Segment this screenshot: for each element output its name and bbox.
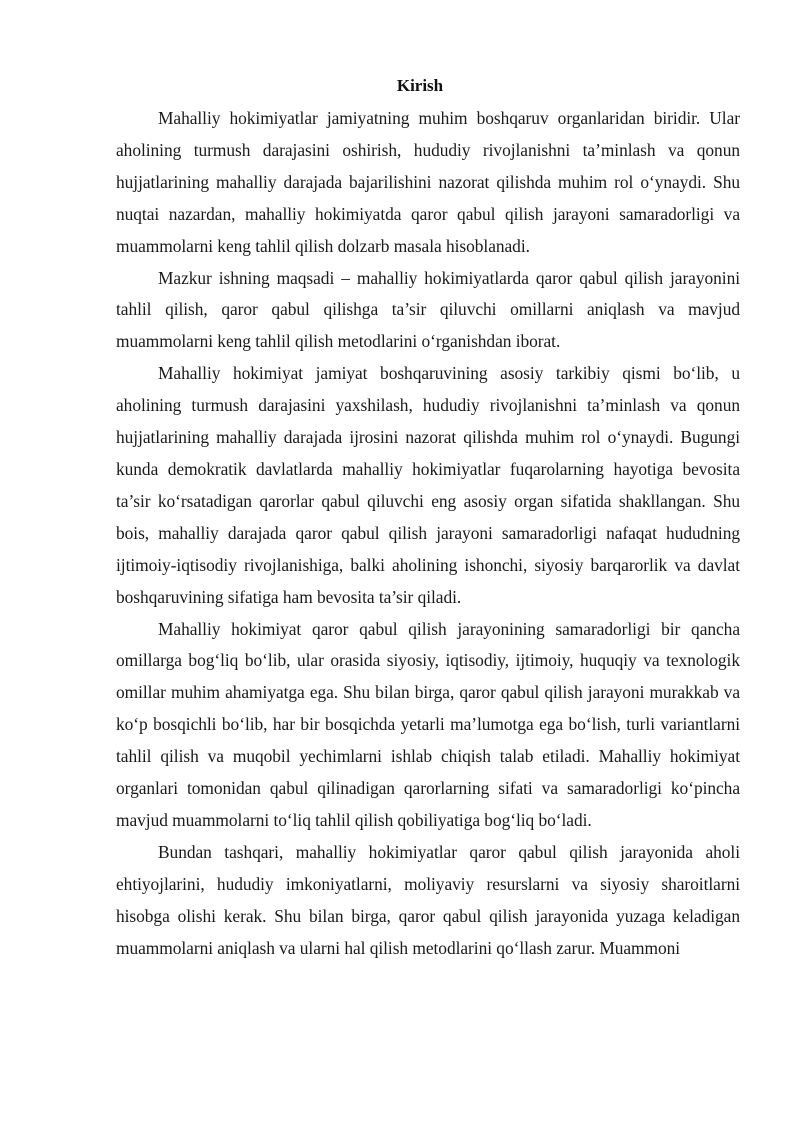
paragraph-3: Mahalliy hokimiyat jamiyat boshqaruvining asosiy tarkibiy qismi bo‘lib, u aholining turmush darajasini yaxshilash, hududiy rivojlanishni ta’minlash va qonun hujjatlarining mahalliy darajada ijrosini nazorat qilishda muhim rol o‘ynaydi. Bugungi kunda demokratik davlatlarda mahalliy hokimiyatlar fuqarolarning hayotiga bevosita ta’sir ko‘rsatadigan qarorlar qabul qiluvchi eng asosiy organ sifatida shakllangan. Shu bois, mahalliy darajada qaror qabul qilish jarayoni samaradorligi nafaqat hududning ijtimoiy-iqtisodiy rivojlanishiga, balki aholining ishonchi, siyosiy barqarorlik va davlat boshqaruvining sifatiga ham bevosita ta’sir qiladi. xyxy=(116,363,740,607)
section-title: Kirish xyxy=(396,76,444,95)
paragraph-4: Mahalliy hokimiyat qaror qabul qilish jarayonining samaradorligi bir qancha omillarga bog‘liq bo‘lib, ular orasida siyosiy, iqtisodiy, ijtimoiy, huquqiy va texnologik omillar muhim ahamiyatga ega. Shu bilan birga, qaror qabul qilish jarayoni murakkab va ko‘p bosqichli bo‘lib, har bir bosqichda yetarli ma’lumotga ega bo‘lish, turli variantlarni tahlil qilish va muqobil yechimlarni ishlab chiqish talab etiladi. Mahalliy hokimiyat organlari tomonidan qabul qilinadigan qarorlarning sifati va samaradorligi ko‘pincha mavjud muammolarni to‘liq tahlil qilish qobiliyatiga bog‘liq bo‘ladi. xyxy=(116,618,740,830)
paragraph-2: Mazkur ishning maqsadi – mahalliy hokimiyatlarda qaror qabul qilish jarayonini tahlil qilish, qaror qabul qilishga ta’sir qiluvchi omillarni aniqlash va mavjud muammolarni keng tahlil qilish metodlarini o‘rganishdan iborat. xyxy=(116,267,740,352)
paragraph-5: Bundan tashqari, mahalliy hokimiyatlar qaror qabul qilish jarayonida aholi ehtiyojlarini, hududiy imkoniyatlarni, moliyaviy resurslarni va siyosiy sharoitlarni hisobga olishi kerak. Shu bilan birga, qaror qabul qilish jarayonida yuzaga keladigan muammolarni aniqlash va ularni hal qilish metodlarini qo‘llash zarur. Muammoni xyxy=(116,841,740,958)
body-text xyxy=(116,103,740,964)
paragraph-1: Mahalliy hokimiyatlar jamiyatning muhim boshqaruv organlaridan biridir. Ular aholining turmush darajasini oshirish, hududiy rivojlanishni ta’minlash va qonun hujjatlarining mahalliy darajada bajarilishini nazorat qilishda muhim rol o‘ynaydi. Shu nuqtai nazardan, mahalliy hokimiyatda qaror qabul qilish jarayoni samaradorligi va muammolarni keng tahlil qilish dolzarb masala hisoblanadi. xyxy=(116,108,740,256)
